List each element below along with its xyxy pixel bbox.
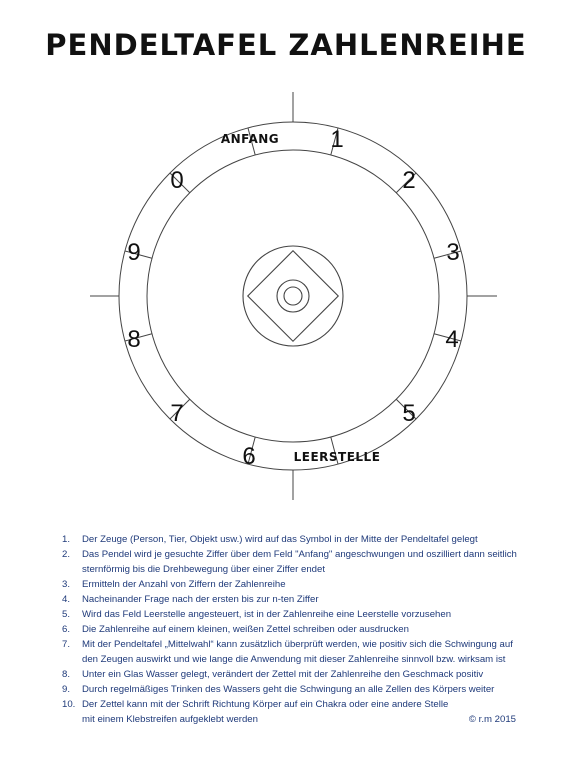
digit-7: 7	[170, 400, 184, 427]
digit-0: 0	[170, 167, 184, 194]
list-item: 2. Das Pendel wird je gesuchte Ziffer über dem Feld "Anfang" angeschwungen und oszilliert dann seitlich sternförmig bis die Drehbewegung über einer Ziffer endet	[62, 549, 517, 575]
list-item: 10. Der Zettel kann mit der Schrift Richtung Körper auf ein Chakra oder eine andere Stelle mit einem Klebstreifen aufgeklebt werden © r.m 2015	[62, 699, 516, 725]
digit-4: 4	[445, 326, 459, 353]
list-item: 9. Durch regelmäßiges Trinken des Wassers geht die Schwingung an alle Zellen des Körpers weiter	[62, 684, 495, 695]
list-item: 8. Unter ein Glas Wasser gelegt, verändert der Zettel mit der Zahlenreihe den Geschmack positiv	[62, 669, 484, 680]
page-title: PENDELTAFEL ZAHLENREIHE	[45, 28, 527, 62]
digit-8: 8	[127, 326, 141, 353]
list-item: 6. Die Zahlenreihe auf einem kleinen, weißen Zettel schreiben oder ausdrucken	[62, 624, 409, 635]
copyright-note: © r.m 2015	[468, 714, 516, 725]
list-item: 3. Ermitteln der Anzahl von Ziffern der Zahlenreihe	[62, 579, 286, 590]
instruction-list	[62, 532, 522, 727]
list-item: 4. Nacheinander Frage nach der ersten bis zur n-ten Ziffer	[62, 594, 319, 605]
leerstelle-label: LEERSTELLE	[293, 450, 381, 464]
digit-9: 9	[127, 239, 141, 266]
digit-6: 6	[242, 443, 256, 470]
digit-5: 5	[402, 400, 416, 427]
digit-2: 2	[402, 167, 416, 194]
anfang-label: ANFANG	[220, 132, 280, 146]
list-item: 5. Wird das Feld Leerstelle angesteuert, ist in der Zahlenreihe eine Leerstelle vorzusehen	[62, 609, 452, 620]
list-item: 1. Der Zeuge (Person, Tier, Objekt usw.) wird auf das Symbol in der Mitte der Pendeltafel gelegt	[62, 534, 478, 545]
digit-1: 1	[330, 126, 344, 153]
list-item: 7. Mit der Pendeltafel „Mittelwahl“ kann zusätzlich überprüft werden, wie positiv sich die Schwingung auf den Zeugen auswirkt und wie lange die Anwendung mit dieser Zahlenreihe sinnvoll bzw. wirksam ist	[62, 639, 513, 665]
inner-ring	[147, 150, 439, 442]
digit-3: 3	[446, 239, 460, 266]
